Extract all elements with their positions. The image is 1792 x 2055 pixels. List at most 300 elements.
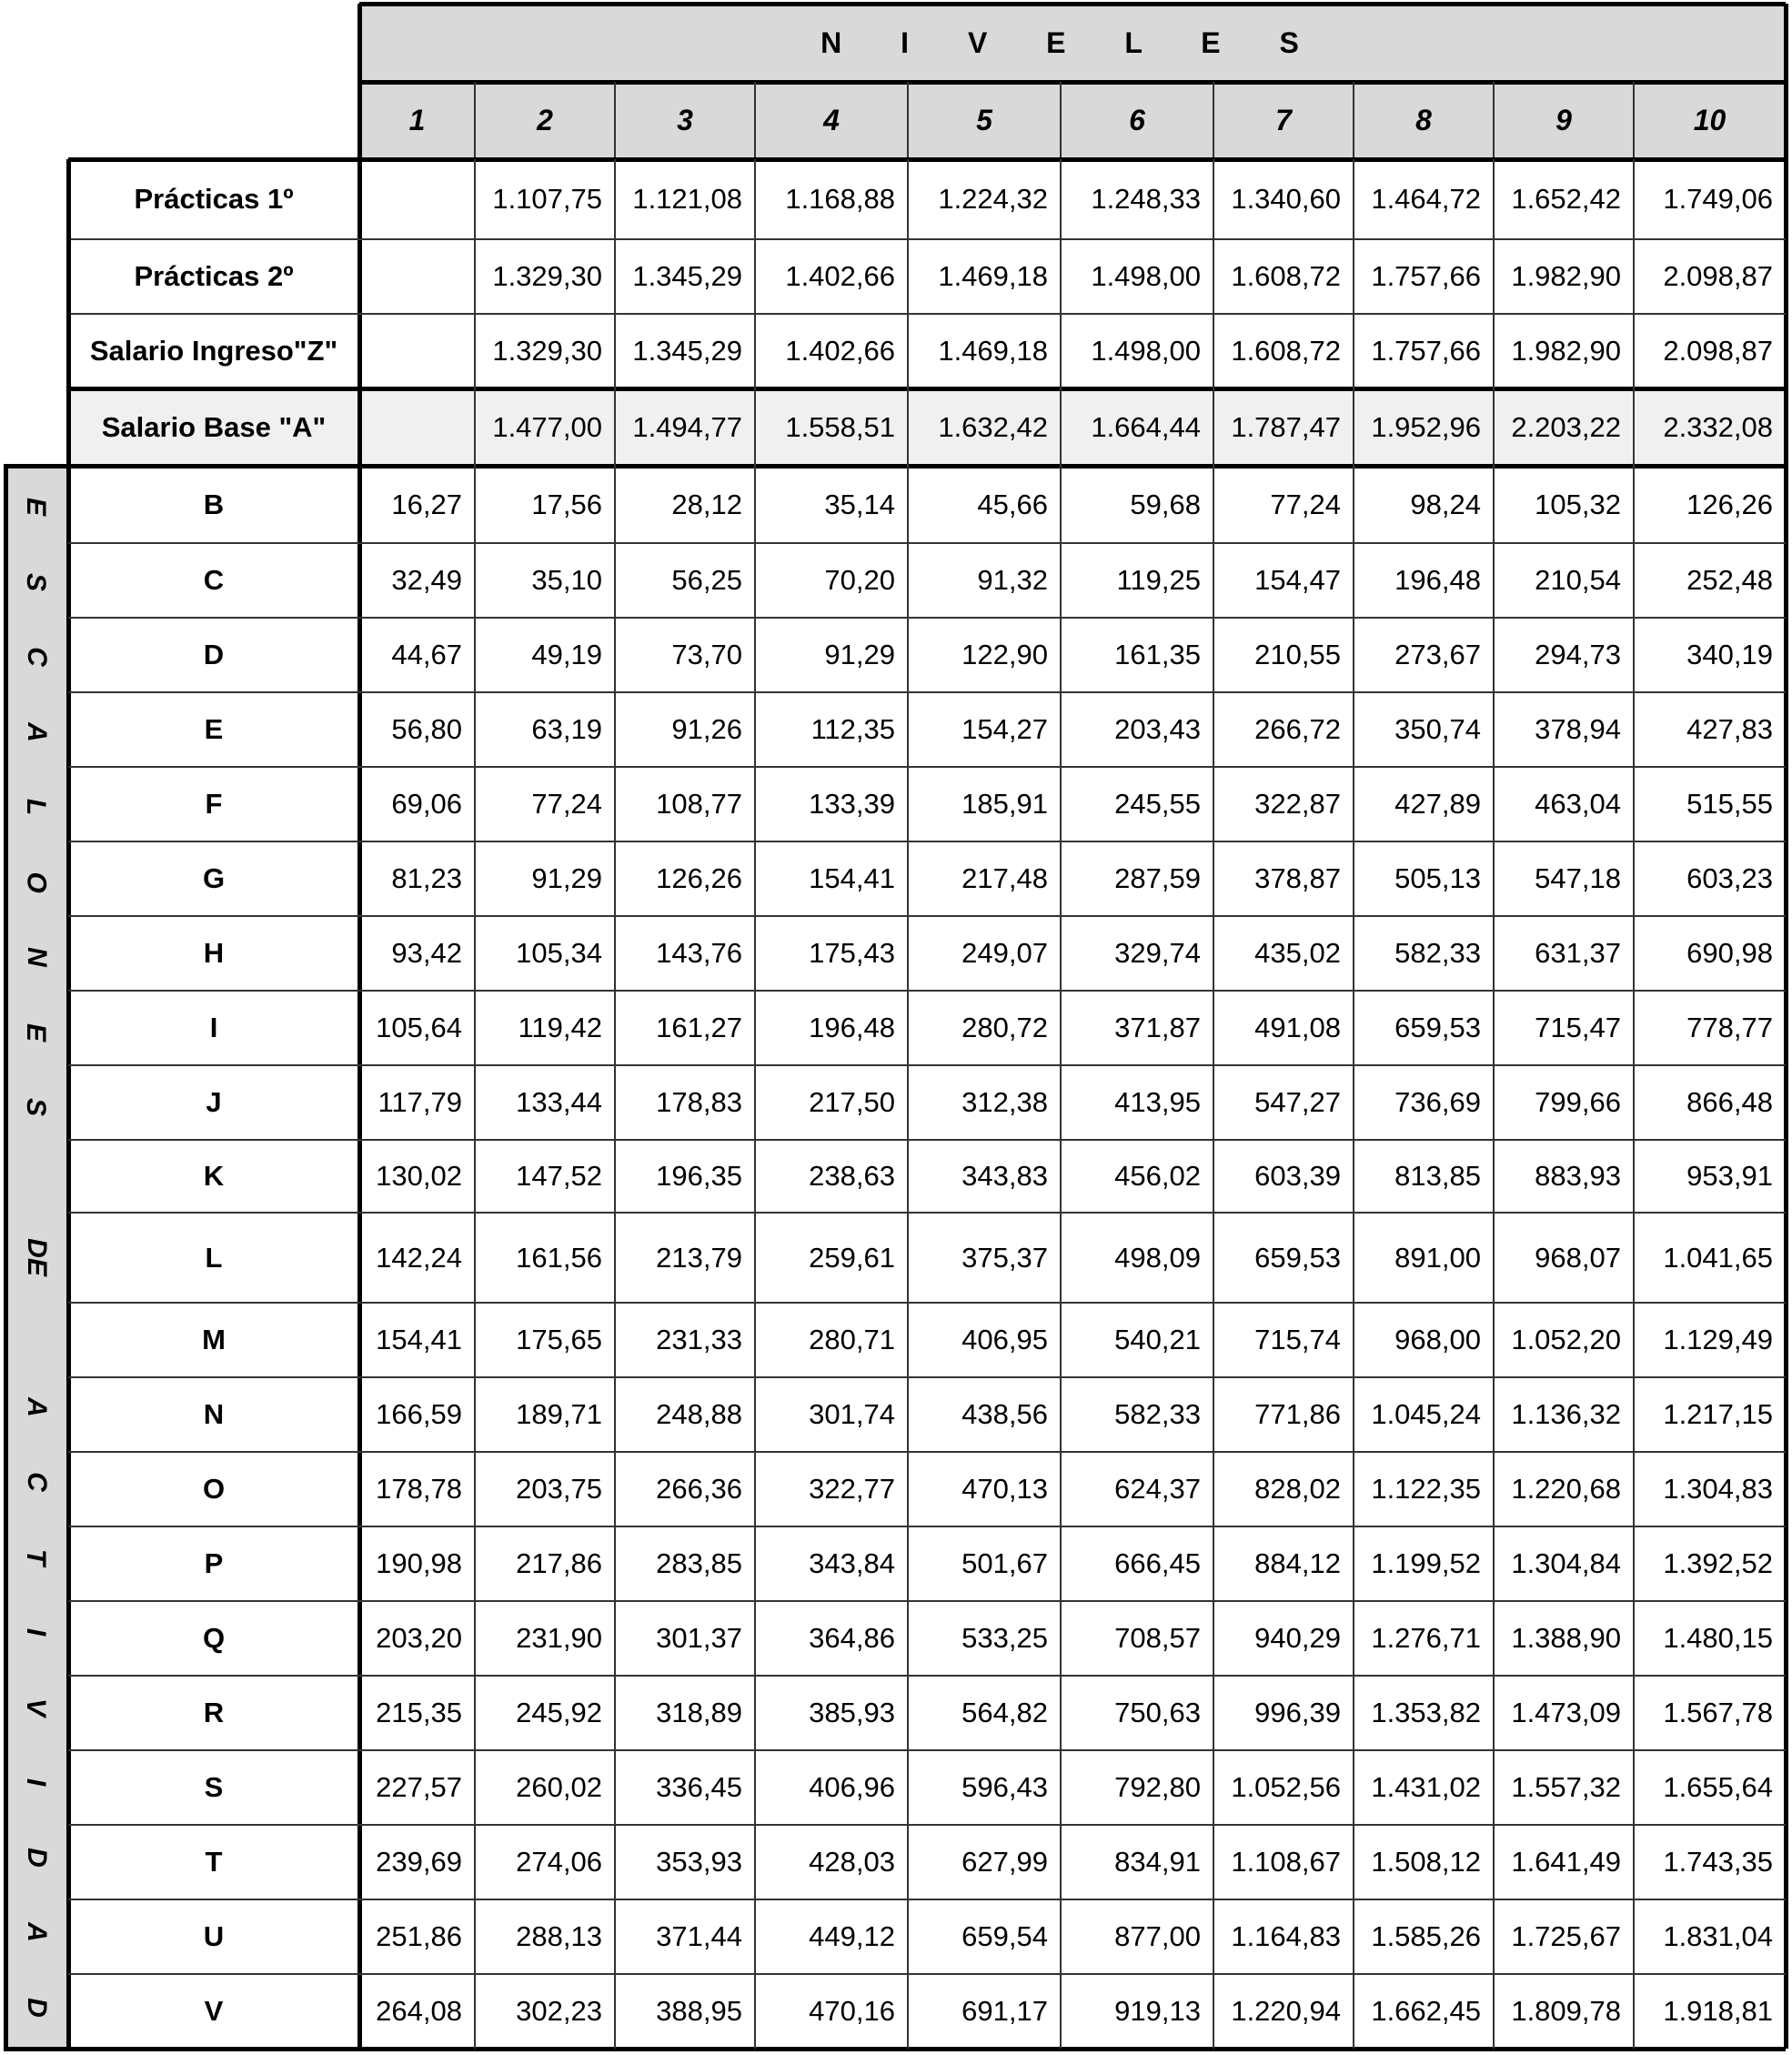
top-row-value: 1.664,44 (1061, 388, 1213, 466)
side-label-letter-text: A (21, 1922, 52, 1943)
grid-line (4, 466, 8, 2049)
row-label: E (204, 713, 224, 745)
row-value: 498,09 (1114, 1241, 1201, 1274)
row-value: 185,91 (961, 788, 1048, 820)
row-value: 1.304,84 (1511, 1547, 1621, 1579)
side-label-letter-text: D (21, 1847, 52, 1868)
row-value: 312,38 (961, 1086, 1048, 1118)
side-label-letter (4, 1895, 68, 1969)
side-label-letter (4, 1745, 68, 1819)
side-label-letter-text: C (21, 647, 52, 668)
grid-line (68, 464, 1786, 468)
grid-line (359, 2, 1786, 6)
row-label: P (204, 1547, 224, 1579)
grid-line (68, 915, 1786, 917)
row-value: 343,84 (809, 1547, 895, 1579)
row-value: 505,13 (1394, 862, 1481, 894)
top-row-value: 1.757,66 (1371, 260, 1481, 292)
grid-line (1493, 82, 1495, 159)
row-value: 196,48 (1394, 564, 1481, 596)
row-value: 161,27 (656, 1012, 742, 1043)
row-value: 215,35 (376, 1697, 462, 1728)
top-row-value: 1.345,29 (632, 260, 742, 292)
row-value: 540,21 (1114, 1324, 1201, 1355)
grid-line (474, 159, 476, 2049)
row-value: 210,54 (1535, 564, 1621, 596)
row-value: 44,67 (391, 639, 462, 670)
row-value: 98,24 (1410, 488, 1481, 520)
side-label-letter-text: I (21, 1778, 52, 1787)
row-value: 283,85 (656, 1547, 742, 1579)
row-value: 35,14 (824, 488, 895, 520)
row-value: 178,83 (656, 1086, 742, 1118)
level-header-2: 2 (475, 82, 615, 159)
row-value: 154,41 (376, 1324, 462, 1355)
row-value: 117,79 (378, 1086, 462, 1118)
row-value: 175,43 (809, 937, 895, 969)
row-value: 203,20 (376, 1622, 462, 1654)
top-row-value: 1.608,72 (1231, 335, 1341, 367)
row-value: 659,54 (961, 1920, 1048, 1952)
side-label-letter (4, 994, 68, 1069)
row-value: 799,66 (1535, 1086, 1621, 1118)
row-value: 154,27 (961, 713, 1048, 745)
row-value: 371,44 (656, 1920, 742, 1952)
top-row-value: 1.248,33 (1091, 183, 1201, 215)
grid-line (68, 542, 1786, 544)
row-value: 301,74 (809, 1398, 895, 1430)
top-row-value: 1.632,42 (908, 388, 1061, 466)
row-value: 378,94 (1535, 713, 1621, 745)
row-value: 435,02 (1254, 937, 1341, 969)
row-value: 866,48 (1686, 1086, 1773, 1118)
row-value: 378,87 (1254, 862, 1341, 894)
level-header-1: 1 (359, 82, 475, 159)
top-row-label: Prácticas 1º (134, 183, 294, 215)
grid-line (68, 1824, 1786, 1826)
row-value: 161,56 (516, 1241, 602, 1274)
top-row-value (359, 314, 475, 388)
row-value: 501,67 (961, 1547, 1048, 1579)
side-label-letter-text: V (21, 1697, 52, 1717)
grid-line (1633, 82, 1635, 159)
row-value: 49,19 (531, 639, 602, 670)
grid-line (68, 1749, 1786, 1751)
row-label: B (203, 488, 225, 520)
row-value: 203,75 (516, 1473, 602, 1505)
grid-line (68, 691, 1786, 693)
side-label-letter-text: T (21, 1548, 52, 1566)
row-value: 231,33 (656, 1324, 742, 1355)
row-value: 56,25 (671, 564, 742, 596)
row-value: 491,08 (1254, 1012, 1341, 1043)
row-value: 210,55 (1254, 639, 1341, 670)
row-label: L (205, 1241, 223, 1274)
row-value: 883,93 (1535, 1160, 1621, 1192)
side-label-letter (4, 1670, 68, 1745)
row-value: 1.353,82 (1371, 1697, 1481, 1728)
row-value: 91,32 (977, 564, 1048, 596)
row-value: 274,06 (516, 1846, 602, 1878)
grid-line (1213, 159, 1214, 2049)
row-value: 260,02 (516, 1771, 602, 1803)
grid-line (1633, 159, 1635, 2049)
row-value: 133,44 (516, 1086, 602, 1118)
grid-line (68, 1973, 1786, 1975)
row-label: N (203, 1398, 225, 1430)
row-value: 248,88 (656, 1398, 742, 1430)
row-value: 427,89 (1394, 788, 1481, 820)
row-value: 81,23 (391, 862, 462, 894)
row-value: 280,72 (961, 1012, 1048, 1043)
side-label-letter-text: A (21, 1397, 52, 1417)
row-value: 32,49 (391, 564, 462, 596)
row-value: 547,18 (1535, 862, 1621, 894)
row-value: 1.655,64 (1663, 1771, 1773, 1803)
grid-line (68, 766, 1786, 768)
row-value: 1.164,83 (1231, 1920, 1341, 1952)
row-value: 91,29 (531, 862, 602, 894)
row-value: 627,99 (961, 1846, 1048, 1878)
row-value: 126,26 (1686, 488, 1773, 520)
side-label-letter (4, 1070, 68, 1144)
top-row-value (359, 159, 475, 239)
top-row-value: 1.329,30 (492, 260, 602, 292)
side-label-letter (4, 1144, 68, 1219)
side-label-letter-text: I (21, 1628, 52, 1637)
grid-line (4, 2047, 68, 2051)
grid-line (614, 159, 616, 2049)
row-value: 515,55 (1686, 788, 1773, 820)
row-value: 364,86 (809, 1622, 895, 1654)
side-label-letter-text: S (21, 1098, 52, 1117)
row-value: 1.392,52 (1663, 1547, 1773, 1579)
row-label: I (209, 1012, 218, 1043)
row-value: 245,55 (1114, 788, 1201, 820)
side-label-letter-text: L (21, 798, 52, 816)
row-label: H (203, 937, 225, 969)
side-label-letter-text: DE (21, 1238, 52, 1276)
row-value: 631,37 (1535, 937, 1621, 969)
side-label-letter (4, 620, 68, 694)
grid-line (1213, 82, 1214, 159)
row-value: 91,26 (671, 713, 742, 745)
row-value: 231,90 (516, 1622, 602, 1654)
row-value: 778,77 (1686, 1012, 1773, 1043)
row-value: 322,87 (1254, 788, 1341, 820)
row-value: 251,86 (376, 1920, 462, 1952)
row-value: 45,66 (977, 488, 1048, 520)
grid-line (907, 159, 909, 2049)
top-row-value: 1.498,00 (1091, 335, 1201, 367)
top-row-label: Prácticas 2º (134, 260, 294, 292)
side-label-letter-text: A (21, 721, 52, 742)
row-label: M (202, 1324, 226, 1355)
row-value: 413,95 (1114, 1086, 1201, 1118)
grid-line (614, 82, 616, 159)
grid-line (1784, 4, 1788, 2049)
row-value: 603,23 (1686, 862, 1773, 894)
level-header-3: 3 (615, 82, 755, 159)
row-value: 792,80 (1114, 1771, 1201, 1803)
grid-line (1353, 159, 1354, 2049)
row-value: 406,95 (961, 1324, 1048, 1355)
row-value: 690,98 (1686, 937, 1773, 969)
row-value: 249,07 (961, 937, 1048, 969)
row-value: 70,20 (824, 564, 895, 596)
row-value: 1.585,26 (1371, 1920, 1481, 1952)
row-value: 1.508,12 (1371, 1846, 1481, 1878)
top-row-value: 1.494,77 (615, 388, 755, 466)
top-row-value: 1.464,72 (1371, 183, 1481, 215)
row-value: 93,42 (391, 937, 462, 969)
top-row-value (359, 239, 475, 314)
grid-line (357, 4, 362, 2049)
top-row-label: Salario Base "A" (68, 388, 359, 466)
row-value: 375,37 (961, 1241, 1048, 1274)
row-value: 771,86 (1254, 1398, 1341, 1430)
row-value: 1.108,67 (1231, 1846, 1341, 1878)
side-label-letter-text: C (21, 1472, 52, 1493)
row-value: 1.304,83 (1663, 1473, 1773, 1505)
row-value: 302,23 (516, 1995, 602, 2027)
row-value: 154,47 (1254, 564, 1341, 596)
top-row-value: 1.121,08 (632, 183, 742, 215)
row-value: 77,24 (1270, 488, 1341, 520)
row-value: 108,77 (656, 788, 742, 820)
row-value: 1.129,49 (1663, 1324, 1773, 1355)
row-value: 1.473,09 (1511, 1697, 1621, 1728)
row-value: 1.641,49 (1511, 1846, 1621, 1878)
row-value: 63,19 (531, 713, 602, 745)
top-row-value: 2.203,22 (1494, 388, 1634, 466)
row-value: 213,79 (656, 1241, 742, 1274)
level-header-6: 6 (1061, 82, 1213, 159)
grid-line (68, 1675, 1786, 1677)
top-row-value: 2.098,87 (1663, 260, 1773, 292)
row-value: 449,12 (809, 1920, 895, 1952)
grid-line (474, 82, 476, 159)
side-label-letter (4, 1370, 68, 1445)
row-value: 470,13 (961, 1473, 1048, 1505)
row-value: 301,37 (656, 1622, 742, 1654)
row-value: 69,06 (391, 788, 462, 820)
grid-line (1493, 159, 1495, 2049)
top-row-value: 1.329,30 (492, 335, 602, 367)
row-value: 919,13 (1114, 1995, 1201, 2027)
row-value: 438,56 (961, 1398, 1048, 1430)
row-label: T (205, 1846, 223, 1878)
grid-line (68, 157, 1786, 162)
row-value: 77,24 (531, 788, 602, 820)
side-label-letter (4, 1820, 68, 1895)
grid-line (754, 159, 756, 2049)
level-header-10: 10 (1634, 82, 1786, 159)
top-row-value: 1.340,60 (1231, 183, 1341, 215)
top-row-value: 1.787,47 (1213, 388, 1354, 466)
row-value: 1.480,15 (1663, 1622, 1773, 1654)
row-value: 708,57 (1114, 1622, 1201, 1654)
row-label: G (202, 862, 226, 894)
row-value: 175,65 (516, 1324, 602, 1355)
top-row-value: 1.608,72 (1231, 260, 1341, 292)
row-label: D (203, 639, 225, 670)
grid-line (68, 841, 1786, 842)
row-value: 245,92 (516, 1697, 602, 1728)
row-value: 715,47 (1535, 1012, 1621, 1043)
row-label: O (202, 1473, 226, 1505)
grid-line (68, 990, 1786, 992)
side-label-letter-text: E (21, 1022, 52, 1042)
row-value: 1.052,56 (1231, 1771, 1341, 1803)
top-row-value: 1.469,18 (938, 335, 1048, 367)
row-value: 968,00 (1394, 1324, 1481, 1355)
row-value: 340,19 (1686, 639, 1773, 670)
row-value: 350,74 (1394, 713, 1481, 745)
top-row-value: 1.498,00 (1091, 260, 1201, 292)
row-value: 1.136,32 (1511, 1398, 1621, 1430)
side-label-letter (4, 1445, 68, 1519)
row-value: 1.220,94 (1231, 1995, 1341, 2027)
row-value: 259,61 (809, 1241, 895, 1274)
row-value: 1.220,68 (1511, 1473, 1621, 1505)
side-label-letter (4, 844, 68, 919)
side-label-letter-text: N (21, 947, 52, 967)
row-value: 35,10 (531, 564, 602, 596)
grid-line (359, 80, 1786, 85)
row-value: 56,80 (391, 713, 462, 745)
grid-line (754, 82, 756, 159)
row-value: 105,64 (376, 1012, 462, 1043)
row-value: 28,12 (671, 488, 742, 520)
row-value: 603,39 (1254, 1160, 1341, 1192)
row-value: 427,83 (1686, 713, 1773, 745)
side-label-letter-text: D (21, 1997, 52, 2018)
row-value: 1.725,67 (1511, 1920, 1621, 1952)
grid-line (907, 82, 909, 159)
row-value: 294,73 (1535, 639, 1621, 670)
row-value: 470,16 (809, 1995, 895, 2027)
level-header-5: 5 (908, 82, 1061, 159)
row-label: V (204, 1995, 224, 2027)
top-row-label: Salario Ingreso"Z" (89, 335, 338, 367)
row-value: 666,45 (1114, 1547, 1201, 1579)
level-header-4: 4 (755, 82, 908, 159)
row-label: R (203, 1697, 225, 1728)
row-label: J (206, 1086, 222, 1118)
row-label: C (203, 564, 225, 596)
row-value: 1.276,71 (1371, 1622, 1481, 1654)
grid-line (68, 1526, 1786, 1527)
row-value: 463,04 (1535, 788, 1621, 820)
row-value: 1.122,35 (1371, 1473, 1481, 1505)
row-label: F (205, 788, 223, 820)
row-value: 1.557,32 (1511, 1771, 1621, 1803)
row-value: 968,07 (1535, 1241, 1621, 1274)
grid-line (66, 159, 71, 2049)
side-label-letter-text: S (21, 572, 52, 591)
row-value: 287,59 (1114, 862, 1201, 894)
top-row-value: 1.402,66 (785, 335, 895, 367)
row-value: 533,25 (961, 1622, 1048, 1654)
row-value: 1.567,78 (1663, 1697, 1773, 1728)
row-value: 736,69 (1394, 1086, 1481, 1118)
row-value: 196,48 (809, 1012, 895, 1043)
top-row-value: 1.749,06 (1663, 183, 1773, 215)
row-value: 73,70 (671, 639, 742, 670)
row-value: 126,26 (656, 862, 742, 894)
row-value: 238,63 (809, 1160, 895, 1192)
grid-line (68, 1376, 1786, 1378)
grid-line (68, 1139, 1786, 1141)
row-value: 130,02 (376, 1160, 462, 1192)
grid-line (1060, 159, 1062, 2049)
row-value: 353,93 (656, 1846, 742, 1878)
grid-line (68, 313, 1786, 315)
top-row-value: 1.469,18 (938, 260, 1048, 292)
row-value: 178,78 (376, 1473, 462, 1505)
row-value: 142,24 (376, 1241, 462, 1274)
row-value: 715,74 (1254, 1324, 1341, 1355)
row-value: 217,86 (516, 1547, 602, 1579)
grid-line (68, 1212, 1786, 1214)
row-value: 691,17 (961, 1995, 1048, 2027)
row-value: 280,71 (809, 1324, 895, 1355)
row-value: 217,48 (961, 862, 1048, 894)
row-value: 166,59 (376, 1398, 462, 1430)
row-value: 877,00 (1114, 1920, 1201, 1952)
side-label-letter (4, 1595, 68, 1669)
level-header-7: 7 (1213, 82, 1354, 159)
row-value: 428,03 (809, 1846, 895, 1878)
row-value: 252,48 (1686, 564, 1773, 596)
grid-line (68, 1064, 1786, 1066)
row-value: 1.199,52 (1371, 1547, 1481, 1579)
row-value: 884,12 (1254, 1547, 1341, 1579)
row-value: 239,69 (376, 1846, 462, 1878)
grid-line (68, 617, 1786, 619)
niveles-title: N I V E L E S (820, 25, 1324, 59)
top-row-value: 2.332,08 (1634, 388, 1786, 466)
side-label-letter (4, 920, 68, 994)
row-label: U (203, 1920, 225, 1952)
top-row-value: 1.982,90 (1511, 260, 1621, 292)
row-value: 343,83 (961, 1160, 1048, 1192)
level-header-8: 8 (1354, 82, 1494, 159)
row-value: 953,91 (1686, 1160, 1773, 1192)
top-row-value: 1.952,96 (1354, 388, 1494, 466)
row-value: 329,74 (1114, 937, 1201, 969)
row-value: 1.743,35 (1663, 1846, 1773, 1878)
row-value: 582,33 (1394, 937, 1481, 969)
row-value: 91,29 (824, 639, 895, 670)
row-label: K (203, 1160, 225, 1192)
row-value: 203,43 (1114, 713, 1201, 745)
grid-line (68, 2047, 1786, 2051)
row-value: 406,96 (809, 1771, 895, 1803)
row-value: 17,56 (531, 488, 602, 520)
row-value: 659,53 (1254, 1241, 1341, 1274)
side-label-letter-text: E (21, 498, 52, 517)
row-value: 119,25 (1116, 564, 1201, 596)
row-value: 659,53 (1394, 1012, 1481, 1043)
side-label-letter (4, 1520, 68, 1595)
row-value: 266,36 (656, 1473, 742, 1505)
grid-line (1060, 82, 1062, 159)
row-value: 119,42 (518, 1012, 602, 1043)
row-value: 596,43 (961, 1771, 1048, 1803)
top-row-value: 1.224,32 (938, 183, 1048, 215)
